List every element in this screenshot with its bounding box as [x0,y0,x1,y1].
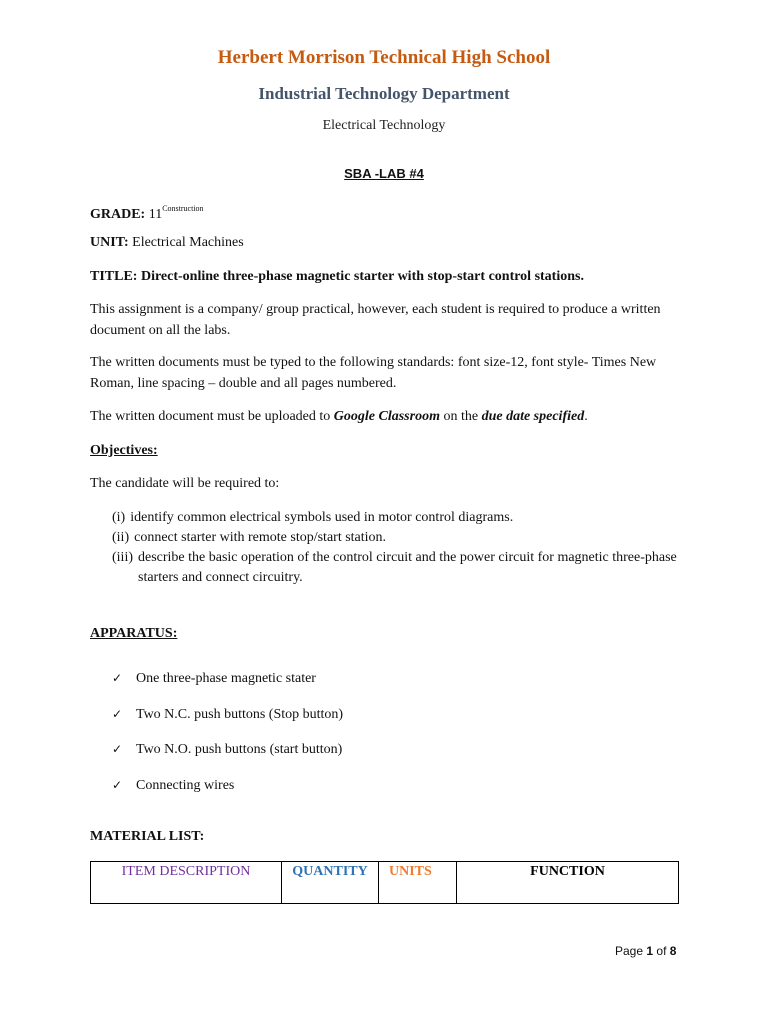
checkmark-icon: ✓ [112,707,123,721]
grade-label: GRADE: [90,207,146,222]
grade-value: 11 [148,207,163,222]
grade-sup: Construction [162,204,204,213]
objective-number: (ii) [112,530,130,545]
checkmark-icon: ✓ [112,742,123,756]
page-current: 1 [646,944,654,958]
objectives-heading: Objectives: [90,443,158,458]
page-total: 8 [669,944,677,958]
title-line [90,266,690,287]
apparatus-heading: APPARATUS: [90,626,178,641]
objective-number: (i) [112,510,126,525]
of-word: of [656,944,667,958]
col-function: FUNCTION [457,862,679,904]
department-name: Industrial Technology Department [258,84,510,103]
due-date-text: due date specified [481,409,585,424]
apparatus-item [112,707,343,723]
apparatus-item-text: Connecting wires [136,778,235,793]
unit-line [90,232,690,253]
apparatus-item [112,742,342,758]
page-number [615,944,676,958]
paragraph-assignment: This assignment is a company/ group practical, however, each student is required to produce a written document on all the labs. [90,302,661,338]
apparatus-item [112,671,316,687]
material-list-heading: MATERIAL LIST: [90,829,205,844]
title-value: Direct-online three-phase magnetic starter with stop-start control stations. [140,269,584,284]
objective-text: connect starter with remote stop/start station. [134,530,387,545]
apparatus-item [112,778,234,794]
objective-item [112,548,692,588]
title-label: TITLE: [90,269,138,284]
material-table [90,861,679,904]
material-table-header-row [91,862,679,904]
objectives-intro: The candidate will be required to: [90,476,280,491]
objective-text: identify common electrical symbols used in motor control diagrams. [130,510,514,525]
objective-item [112,508,692,528]
paragraph-upload [90,406,690,427]
apparatus-item-text: Two N.C. push buttons (Stop button) [136,707,344,722]
upload-text-post: . [584,409,588,424]
checkmark-icon: ✓ [112,671,123,685]
lab-title: SBA -LAB #4 [344,166,424,181]
checkmark-icon: ✓ [112,778,123,792]
objectives-list [112,508,692,588]
subject-name: Electrical Technology [322,118,446,133]
google-classroom-text: Google Classroom [333,409,440,424]
grade-line [90,198,690,225]
upload-text-mid: on the [439,409,482,424]
col-item-description: ITEM DESCRIPTION [91,862,282,904]
col-units: UNITS [379,862,457,904]
school-name: Herbert Morrison Technical High School [217,47,551,68]
objective-item [112,528,692,548]
unit-value: Electrical Machines [132,235,244,250]
apparatus-item-text: Two N.O. push buttons (start button) [136,742,343,757]
paragraph-standards: The written documents must be typed to the following standards: font size-12, font style- Times New Roman, line spacing – double and all pages numbered. [90,355,657,391]
apparatus-item-text: One three-phase magnetic stater [136,671,316,686]
objective-number: (iii) [112,550,133,565]
col-quantity: QUANTITY [282,862,379,904]
page-word: Page [615,944,644,958]
upload-text-pre: The written document must be uploaded to [90,409,334,424]
unit-label: UNIT: [90,235,129,250]
objective-text: describe the basic operation of the control circuit and the power circuit for magnetic three-phase starters and connect circuitry. [138,550,677,585]
